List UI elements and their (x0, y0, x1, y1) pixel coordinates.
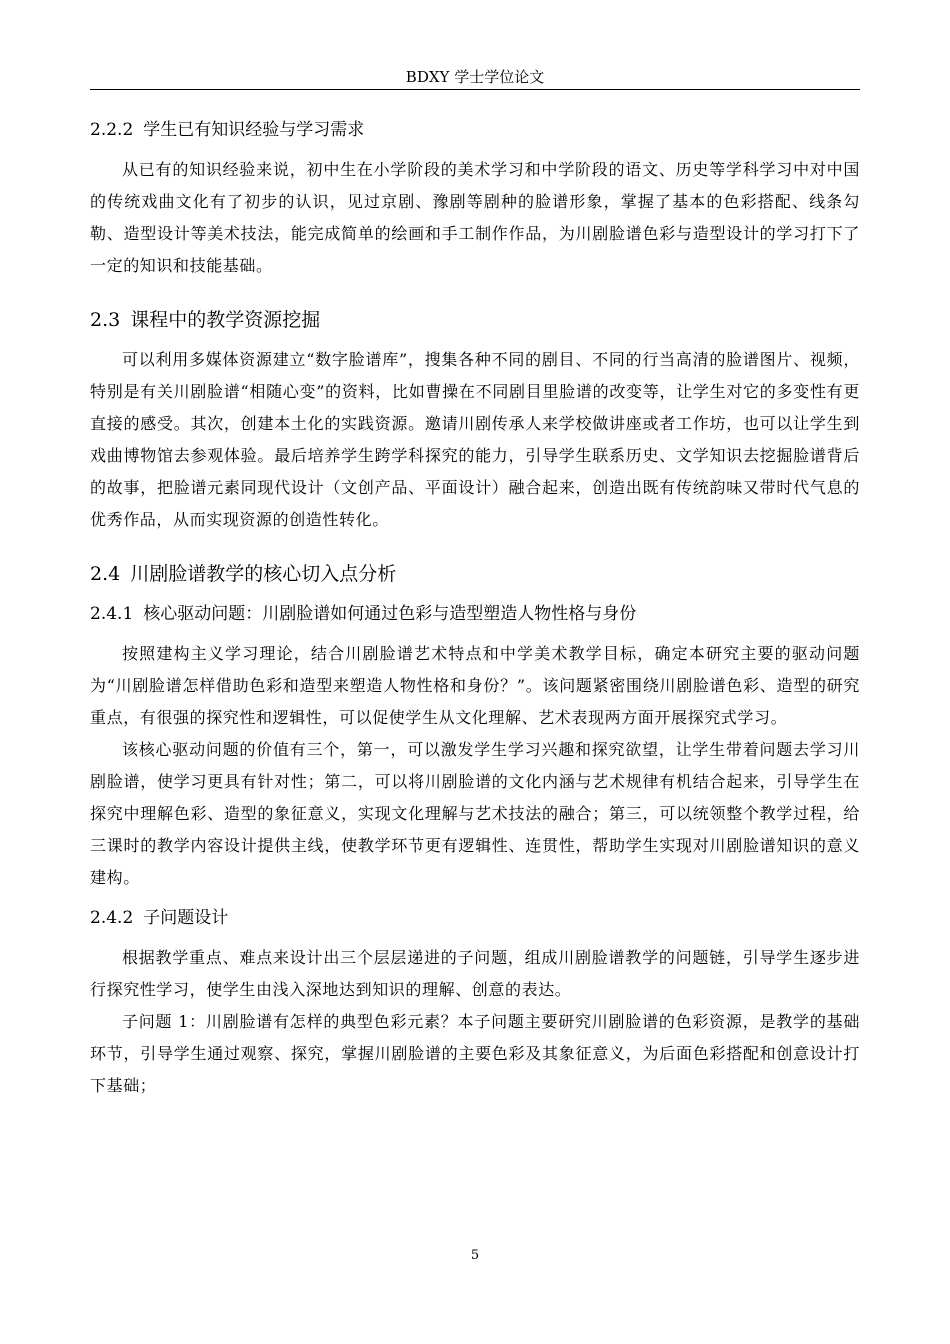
body-paragraph: 根据教学重点、难点来设计出三个层层递进的子问题，组成川剧脸谱教学的问题链，引导学生逐步进行探究性学习，使学生由浅入深地达到知识的理解、创意的表达。 (90, 948, 860, 999)
section-title: 子问题设计 (143, 908, 229, 928)
spacer (90, 536, 860, 558)
section-heading-2-3 (90, 304, 860, 336)
section-number: 2.4.2 (90, 908, 134, 928)
header-rule (90, 89, 860, 90)
spacer (90, 934, 860, 942)
section-title: 核心驱动问题：川剧脸谱如何通过色彩与造型塑造人物性格与身份 (143, 604, 637, 624)
body-paragraph: 可以利用多媒体资源建立“数字脸谱库”，搜集各种不同的剧目、不同的行当高清的脸谱图片、视频，特别是有关川剧脸谱“相随心变”的资料，比如曹操在不同剧目里脸谱的改变等，让学生对它的多变性有更直接的感受。其次，创建本土化的实践资源。邀请川剧传承人来学校做讲座或者工作坊，也可以让学生到戏曲博物馆去参观体验。最后培养学生跨学科探究的能力，引导学生联系历史、文学知识去挖掘脸谱背后的故事，把脸谱元素同现代设计（文创产品、平面设计）融合起来，创造出既有传统韵味又带时代气息的优秀作品，从而实现资源的创造性转化。 (90, 350, 860, 529)
section-title: 川剧脸谱教学的核心切入点分析 (130, 563, 397, 585)
body-paragraph: 按照建构主义学习理论，结合川剧脸谱艺术特点和中学美术教学目标，确定本研究主要的驱动问题为“川剧脸谱怎样借助色彩和造型来塑造人物性格和身份？”。该问题紧密围绕川剧脸谱色彩、造型的研究重点，有很强的探究性和逻辑性，可以促使学生从文化理解、艺术表现两方面开展探究式学习。 (90, 644, 860, 727)
section-heading-2-4-2 (90, 902, 860, 934)
section-heading-2-2-2 (90, 114, 860, 146)
spacer (90, 590, 860, 598)
spacer (90, 146, 860, 154)
page-number: 5 (470, 1248, 480, 1263)
spacer (90, 894, 860, 902)
page-content (90, 114, 860, 1102)
spacer (90, 630, 860, 638)
section-heading-2-4 (90, 558, 860, 590)
section-number: 2.3 (90, 309, 121, 331)
body-paragraph: 从已有的知识经验来说，初中生在小学阶段的美术学习和中学阶段的语文、历史等学科学习中对中国的传统戏曲文化有了初步的认识，见过京剧、豫剧等剧种的脸谱形象，掌握了基本的色彩搭配、线条勾勒、造型设计等美术技法，能完成简单的绘画和手工制作作品，为川剧脸谱色彩与造型设计的学习打下了一定的知识和技能基础。 (90, 160, 860, 275)
running-header: BDXY 学士学位论文 (405, 68, 545, 86)
section-number: 2.4.1 (90, 604, 134, 624)
section-number: 2.4 (90, 563, 121, 585)
body-paragraph: 该核心驱动问题的价值有三个，第一，可以激发学生学习兴趣和探究欲望，让学生带着问题去学习川剧脸谱，使学习更具有针对性；第二，可以将川剧脸谱的文化内涵与艺术规律有机结合起来，引导学生在探究中理解色彩、造型的象征意义，实现文化理解与艺术技法的融合；第三，可以统领整个教学过程，给三课时的教学内容设计提供主线，使教学环节更有逻辑性、连贯性，帮助学生实现对川剧脸谱知识的意义建构。 (90, 740, 860, 887)
spacer (90, 336, 860, 344)
body-paragraph: 子问题 1：川剧脸谱有怎样的典型色彩元素？本子问题主要研究川剧脸谱的色彩资源，是教学的基础环节，引导学生通过观察、探究，掌握川剧脸谱的主要色彩及其象征意义，为后面色彩搭配和创意设计打下基础； (90, 1012, 860, 1095)
section-title: 课程中的教学资源挖掘 (130, 309, 321, 331)
section-number: 2.2.2 (90, 120, 134, 140)
spacer (90, 282, 860, 304)
section-heading-2-4-1 (90, 598, 860, 630)
section-title: 学生已有知识经验与学习需求 (143, 120, 365, 140)
